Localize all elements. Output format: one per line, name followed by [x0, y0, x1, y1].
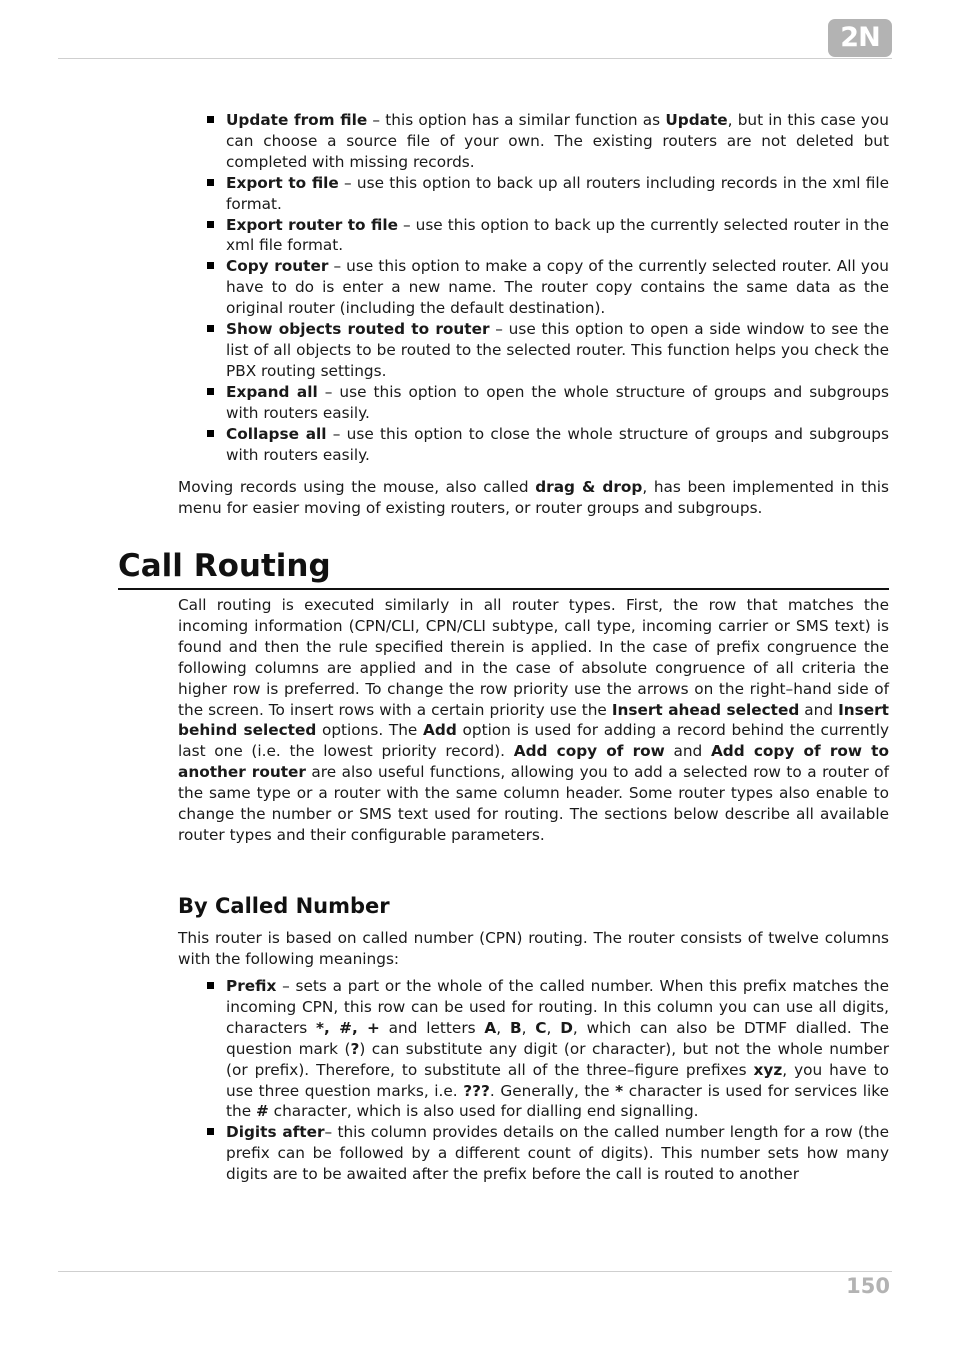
list-item: Digits after– this column provides details on the called number length for a row (the prefix can be followed by a different count of digits). This number sets how many digits are to be awaited after the prefix before the call is routed to another	[178, 1122, 889, 1185]
call-routing-paragraph: Call routing is executed similarly in all router types. First, the row that matches the incoming information (CPN/CLI, CPN/CLI subtype, call type, incoming carrier or SMS text) is found and then the rule specified therein is applied. In the case of prefix congruence the following columns are applied and in the case of absolute congruence of all criteria the higher row is preferred. To change the row priority use the arrows on the right–hand side of the screen. To insert rows with a certain priority use the Insert ahead selected and Insert behind selected options. The Add option is used for adding a record behind the currently last one (i.e. the lowest priority record). Add copy of row and Add copy of row to another router are also useful functions, allowing you to add a selected row to a router of the same type or a router with the same column header. Some router types also enable to change the number or SMS text used for routing. The sections below describe all available router types and their configurable parameters.	[178, 596, 889, 844]
list-item: Collapse all – use this option to close the whole structure of groups and subgroups with routers easily.	[178, 424, 889, 466]
term: Digits after	[226, 1123, 325, 1142]
term: Prefix	[226, 977, 277, 995]
list-item: Update from file – this option has a similar function as Update, but in this case you can choose a source file of your own. The existing routers are not deleted but completed with missing records.	[178, 110, 889, 173]
router-options-list	[178, 110, 889, 465]
term: Export router to file	[226, 215, 398, 234]
term: Collapse all	[226, 424, 327, 443]
list-item: Expand all – use this option to open the whole structure of groups and subgroups with routers easily.	[178, 382, 889, 424]
brand-logo: 2N	[828, 19, 892, 57]
list-item: Show objects routed to router – use this option to open a side window to see the list of all objects to be routed to the selected router. This function helps you check the PBX routing settings.	[178, 319, 889, 382]
called-number-paragraph: This router is based on called number (CPN) routing. The router consists of twelve columns with the following meanings:	[178, 929, 889, 968]
term: Copy router	[226, 257, 329, 276]
column-list	[178, 976, 889, 1185]
list-item: Copy router – use this option to make a copy of the currently selected router. All you have to do is enter a new name. The router copy contains the same data as the original router (including the default destination).	[178, 256, 889, 319]
page-number: 150	[846, 1274, 890, 1298]
term: Export to file	[226, 173, 339, 192]
subsection-title: By Called Number	[178, 894, 390, 918]
list-item: Export to file – use this option to back up all routers including records in the xml file format.	[178, 173, 889, 215]
term: Show objects routed to router	[226, 320, 490, 339]
term: Expand all	[226, 382, 318, 401]
list-item: Prefix – sets a part or the whole of the called number. When this prefix matches the incoming CPN, this row can be used for routing. In this column you can use all digits, characters *, #, + and letters A, B, C, D, which can also be DTMF dialled. The question mark (?) can substitute any digit (or character), but not the whole number (or prefix). Therefore, to substitute all of the three–figure prefixes xyz, you have to use three question marks, i.e. ???. Generally, the * character is used for services like the # character, which is also used for dialling end signalling.	[178, 976, 889, 1122]
section-title: Call Routing	[118, 548, 331, 584]
term: Update from file	[226, 111, 368, 129]
footer-rule	[58, 1271, 892, 1272]
section-title-rule	[118, 588, 889, 590]
header-rule	[58, 58, 892, 59]
list-item: Export router to file – use this option to back up the currently selected router in the xml file format.	[178, 215, 889, 257]
drag-drop-paragraph: Moving records using the mouse, also called drag & drop, has been implemented in this menu for easier moving of existing routers, or router groups and subgroups.	[178, 478, 889, 517]
